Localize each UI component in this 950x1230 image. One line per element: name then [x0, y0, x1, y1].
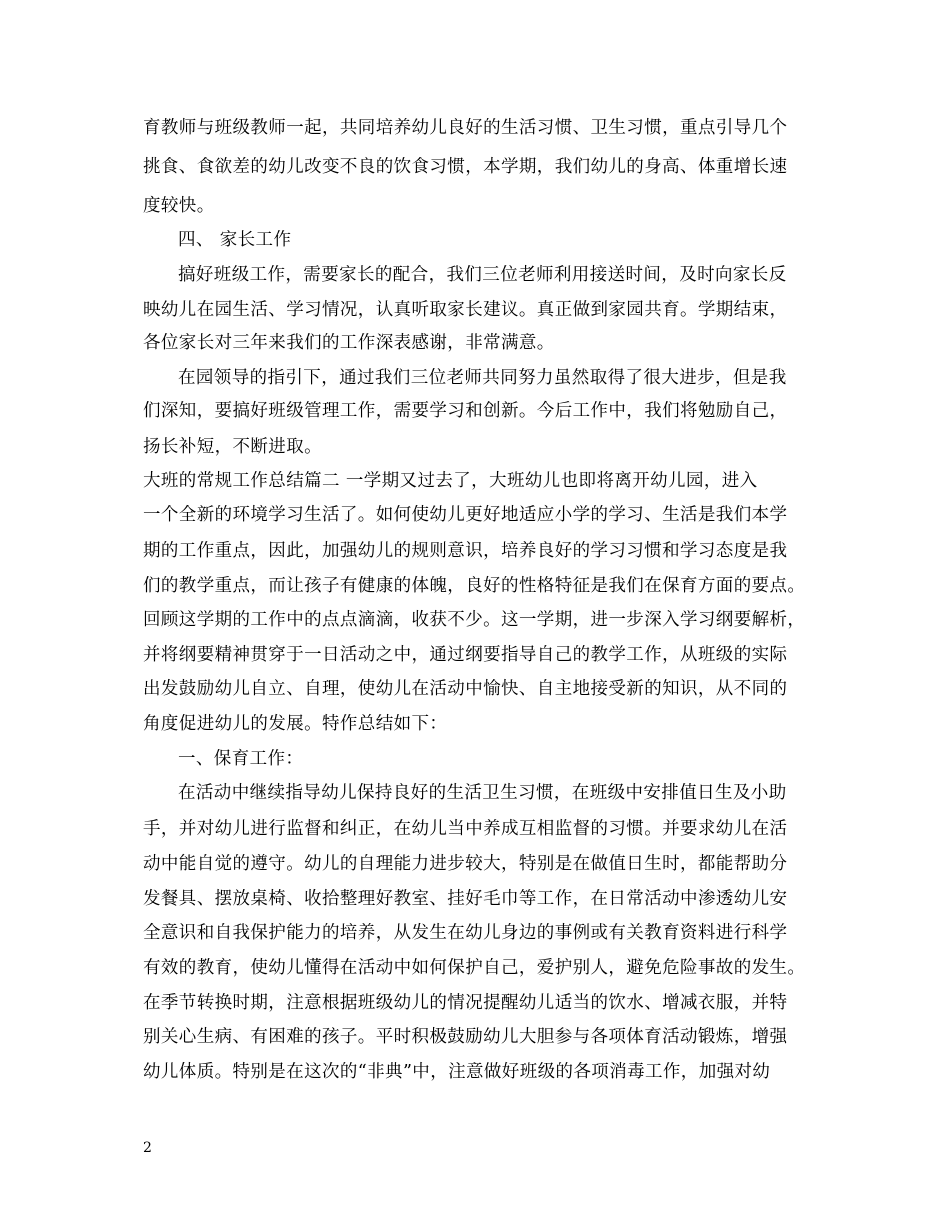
text-line: 扬长补短，不断进取。	[143, 437, 322, 457]
text-line: 度较快。	[143, 196, 215, 216]
text-line: 育教师与班级教师一起，共同培养幼儿良好的生活习惯、卫生习惯，重点引导几个	[143, 118, 788, 138]
text-line: 别关心生病、有困难的孩子。平时积极鼓励幼儿大胆参与各项体育活动锻炼，增强	[143, 1027, 788, 1047]
text-line: 期的工作重点，因此，加强幼儿的规则意识，培养良好的学习习惯和学习态度是我	[143, 541, 788, 561]
text-line: 映幼儿在园生活、学习情况，认真听取家长建议。真正做到家园共育。学期结束，	[143, 300, 788, 320]
text-line: 挑食、食欲差的幼儿改变不良的饮食习惯，本学期，我们幼儿的身高、体重增长速	[143, 157, 788, 177]
section-heading: 一、保育工作：	[178, 749, 304, 769]
text-line: 幼儿体质。特别是在这次的“非典”中，注意做好班级的各项消毒工作，加强对幼	[143, 1062, 771, 1082]
text-line: 发餐具、摆放桌椅、收拾整理好教室、挂好毛巾等工作，在日常活动中渗透幼儿安	[143, 889, 788, 909]
text-line: 在园领导的指引下，通过我们三位老师共同努力虽然取得了很大进步，但是我	[178, 368, 787, 388]
text-line: 动中能自觉的遵守。幼儿的自理能力进步较大，特别是在做值日生时，都能帮助分	[143, 854, 788, 874]
section-heading: 四、 家长工作	[178, 230, 292, 250]
text-line: 各位家长对三年来我们的工作深表感谢，非常满意。	[143, 333, 555, 353]
text-line: 回顾这学期的工作中的点点滴滴，收获不少。这一学期，进一步深入学习纲要解析，	[143, 610, 806, 630]
text-line: 在活动中继续指导幼儿保持良好的生活卫生习惯，在班级中安排值日生及小助	[178, 783, 787, 803]
text-line: 并将纲要精神贯穿于一日活动之中，通过纲要指导自己的教学工作，从班级的实际	[143, 645, 788, 665]
text-line: 们深知，要搞好班级管理工作，需要学习和创新。今后工作中，我们将勉励自己，	[143, 401, 788, 421]
page-number: 2	[143, 1140, 152, 1156]
article-title-line: 大班的常规工作总结篇二 一学期又过去了，大班幼儿也即将离开幼儿园，进入	[143, 471, 758, 491]
text-line: 角度促进幼儿的发展。特作总结如下：	[143, 714, 448, 734]
text-line: 搞好班级工作，需要家长的配合，我们三位老师利用接送时间，及时向家长反	[178, 265, 787, 285]
text-line: 在季节转换时期，注意根据班级幼儿的情况提醒幼儿适当的饮水、增减衣服，并特	[143, 993, 788, 1013]
text-line: 出发鼓励幼儿自立、自理，使幼儿在活动中愉快、自主地接受新的知识，从不同的	[143, 679, 788, 699]
text-line: 有效的教育，使幼儿懂得在活动中如何保护自己，爱护别人，避免危险事故的发生。	[143, 958, 806, 978]
text-line: 手，并对幼儿进行监督和纠正，在幼儿当中养成互相监督的习惯。并要求幼儿在活	[143, 819, 788, 839]
text-line: 们的教学重点，而让孩子有健康的体魄，良好的性格特征是我们在保育方面的要点。	[143, 576, 806, 596]
text-line: 一个全新的环境学习生活了。如何使幼儿更好地适应小学的学习、生活是我们本学	[143, 505, 788, 525]
text-line: 全意识和自我保护能力的培养，从发生在幼儿身边的事例或有关教育资料进行科学	[143, 923, 788, 943]
